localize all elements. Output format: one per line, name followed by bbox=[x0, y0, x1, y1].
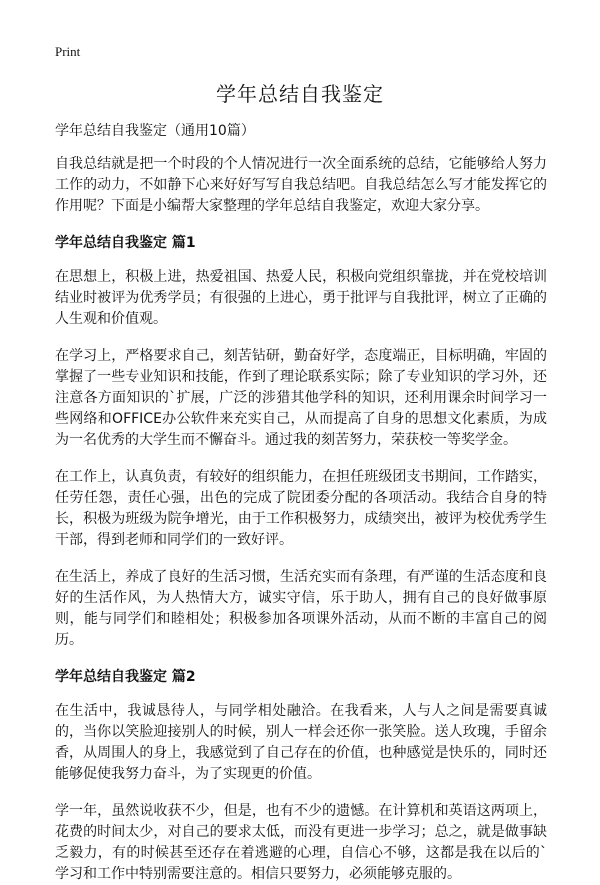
body-paragraph: 在生活中，我诚恳待人，与同学相处融洽。在我看来，人与人之间是需要真诚的，当你以笑脸迎接别人的时候，别人一样会还你一张笑脸。送人玫瑰，手留余香，从周围人的身上，我感觉到了自己存在的价值，也种感觉是快乐的，同时还能够促使我努力奋斗，为了实现更的价值。 bbox=[55, 703, 547, 782]
document-subtitle: 学年总结自我鉴定（通用10篇） bbox=[55, 123, 255, 139]
section-heading: 学年总结自我鉴定 篇2 bbox=[55, 669, 196, 685]
body-paragraph: 在学习上，严格要求自己，刻苦钻研，勤奋好学，态度端正，目标明确，牢固的掌握了一些专业知识和技能，作到了理论联系实际；除了专业知识的学习外，还注意各方面知识的`扩展，广泛的涉猎其他学科的知识，还利用课余时间学习一些网络和OFFICE办公软件来充实自己，从而提高了自身的思想文化素质，为成为一名优秀的大学生而不懈奋斗。通过我的刻苦努力，荣获校一等奖学金。 bbox=[55, 348, 547, 448]
intro-paragraph: 自我总结就是把一个时段的个人情况进行一次全面系统的总结，它能够给人努力工作的动力，不如静下心来好好写写自我总结吧。自我总结怎么写才能发挥它的作用呢？下面是小编帮大家整理的学年总结自我鉴定，欢迎大家分享。 bbox=[55, 156, 547, 214]
print-link[interactable]: Print bbox=[55, 44, 81, 59]
body-paragraph: 在生活上，养成了良好的生活习惯，生活充实而有条理，有严谨的生活态度和良好的生活作风，为人热情大方，诚实守信，乐于助人，拥有自己的良好做事原则，能与同学们和睦相处；积极参加各项课外活动，从而不断的丰富自己的阅历。 bbox=[55, 569, 547, 648]
body-paragraph: 在工作上，认真负责，有较好的组织能力，在担任班级团支书期间，工作踏实，任劳任怨，责任心强，出色的完成了院团委分配的各项活动。我结合自身的特长，积极为班级为院争增光，由于工作积极努力，成绩突出，被评为校优秀学生干部，得到老师和同学们的一致好评。 bbox=[55, 469, 547, 548]
body-paragraph: 学一年，虽然说收获不少，但是，也有不少的遗憾。在计算机和英语这两项上，花费的时间太少，对自己的要求太低，而没有更进一步学习；总之，就是做事缺乏毅力，有的时候甚至还存在着逃避的心理，自信心不够，这都是我在以后的`学习和工作中特别需要注意的。相信只要努力，必须能够克服的。 bbox=[55, 803, 547, 882]
body-paragraph: 在思想上，积极上进，热爱祖国、热爱人民，积极向党组织靠拢，并在党校培训结业时被评为优秀学员；有很强的上进心，勇于批评与自我批评，树立了正确的人生观和价值观。 bbox=[55, 269, 547, 327]
page-title: 学年总结自我鉴定 bbox=[216, 82, 384, 106]
section-heading: 学年总结自我鉴定 篇1 bbox=[55, 235, 196, 251]
